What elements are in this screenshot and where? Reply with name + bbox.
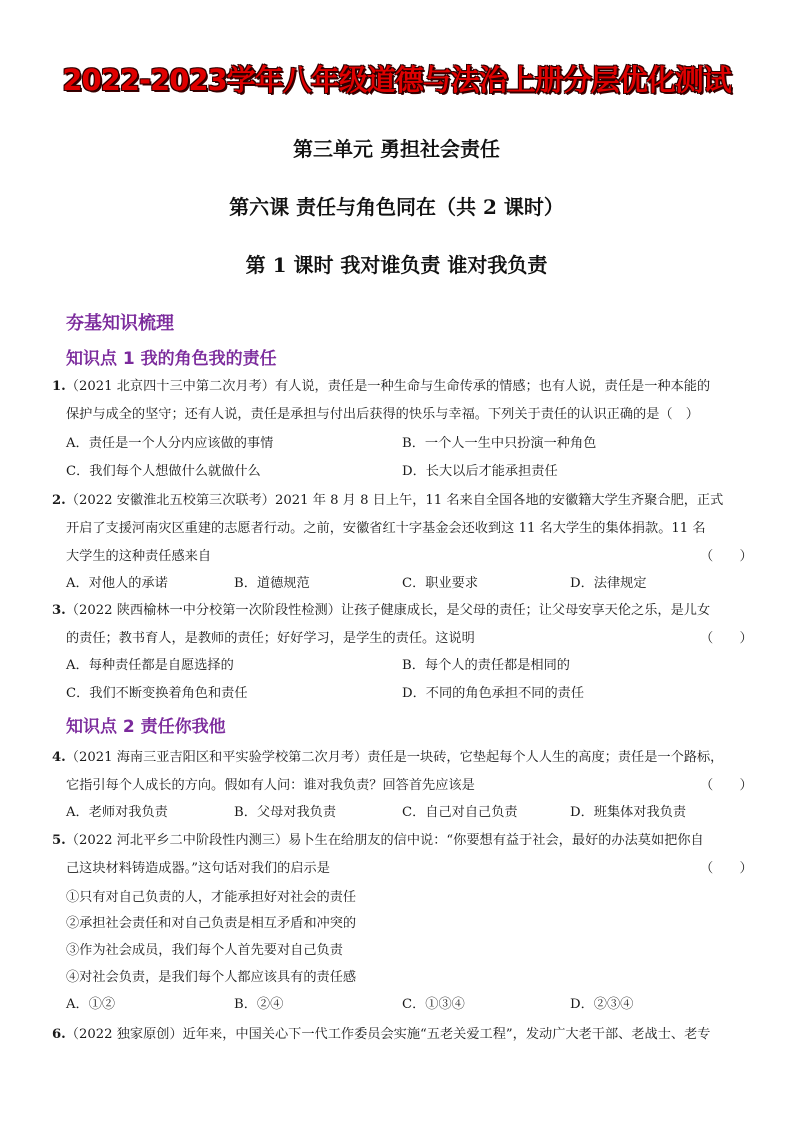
option-a: A．老师对我负责 <box>66 805 168 820</box>
option-b: B．道德规范 <box>234 576 310 591</box>
question-text: 的责任；教书育人，是教师的责任；好好学习，是学生的责任。这说明 <box>66 631 475 646</box>
lesson-title: 第六课 责任与角色同在（共 2 课时） <box>229 195 564 219</box>
question-number: 1. <box>52 379 66 394</box>
unit-title: 第三单元 勇担社会责任 <box>293 137 500 161</box>
option-d: D．法律规定 <box>570 576 647 591</box>
question-text: （2022 陕西榆林一中分校第一次阶段性检测）让孩子健康成长，是父母的责任；让父母安享天伦之乐，是儿女 <box>65 603 711 618</box>
option-a: A．责任是一个人分内应该做的事情 <box>66 436 274 451</box>
question-text: 大学生的这种责任感来自 <box>66 549 212 564</box>
option-c: C．我们不断变换着角色和责任 <box>66 686 248 701</box>
option-a: A．每种责任都是自愿选择的 <box>66 658 234 673</box>
question-text: 它指引每个人成长的方向。假如有人问：谁对我负责？回答首先应该是 <box>66 778 475 793</box>
question-number: 3. <box>52 603 66 618</box>
option-b: B．父母对我负责 <box>234 805 337 820</box>
question-number: 6. <box>52 1027 66 1042</box>
question-text: （2021 海南三亚吉阳区和平实验学校第二次月考）责任是一块砖，它垫起每个人人生的高度；责任是一个路标， <box>65 750 724 765</box>
option-b: B．②④ <box>234 997 284 1012</box>
option-c: C．我们每个人想做什么就做什么 <box>66 464 261 479</box>
section-title: 夯基知识梳理 <box>66 313 174 334</box>
option-a: A．对他人的承诺 <box>66 576 168 591</box>
question-text: 开启了支援河南灾区重建的志愿者行动。之前，安徽省红十字基金会还收到这 11 名大学生的集体捐款。11 名 <box>66 521 706 536</box>
option-d: D．②③④ <box>570 997 634 1012</box>
knowledge-point-1: 知识点 1 我的角色我的责任 <box>66 349 277 369</box>
answer-paren: （ ） <box>700 778 753 793</box>
option-a: A．①② <box>66 997 116 1012</box>
main-title: 2022-2023学年八年级道德与法治上册分层优化测试 <box>62 63 731 97</box>
question-text: （2021 北京四十三中第二次月考）有人说，责任是一种生命与生命传承的情感；也有人说，责任是一种本能的 <box>65 379 711 394</box>
option-d: D．不同的角色承担不同的责任 <box>402 686 585 701</box>
option-d: D．班集体对我负责 <box>570 805 687 820</box>
option-c: C．职业要求 <box>402 576 479 591</box>
statement-4: ④对社会负责，是我们每个人都应该具有的责任感 <box>66 970 357 985</box>
question-number: 4. <box>52 750 66 765</box>
answer-paren: （ ） <box>700 549 753 564</box>
question-number: 5. <box>52 833 66 848</box>
question-text: 保护与成全的坚守；还有人说，责任是承担与付出后获得的快乐与幸福。下列关于责任的认识正确的是（ ） <box>66 407 699 422</box>
question-text: （2022 安徽淮北五校第三次联考）2021 年 8 月 8 日上午，11 名来自全国各地的安徽籍大学生齐聚合肥，正式 <box>65 493 724 508</box>
knowledge-point-2: 知识点 2 责任你我他 <box>66 717 226 737</box>
option-c: C．①③④ <box>402 997 465 1012</box>
option-d: D．长大以后才能承担责任 <box>402 464 558 479</box>
period-title: 第 1 课时 我对谁负责 谁对我负责 <box>245 253 548 277</box>
statement-1: ①只有对自己负责的人，才能承担好对社会的责任 <box>66 890 357 905</box>
option-c: C．自己对自己负责 <box>402 805 518 820</box>
question-text: （2022 独家原创）近年来，中国关心下一代工作委员会实施“五老关爱工程”，发动广大老干部、老战士、老专 <box>65 1027 711 1042</box>
statement-2: ②承担社会责任和对自己负责是相互矛盾和冲突的 <box>66 916 357 931</box>
question-text: （2022 河北平乡二中阶段性内测三）易卜生在给朋友的信中说：“你要想有益于社会，最好的办法莫如把你自 <box>65 833 704 848</box>
option-b: B．每个人的责任都是相同的 <box>402 658 570 673</box>
statement-3: ③作为社会成员，我们每个人首先要对自己负责 <box>66 943 343 958</box>
question-number: 2. <box>52 493 66 508</box>
answer-paren: （ ） <box>700 631 753 646</box>
option-b: B．一个人一生中只扮演一种角色 <box>402 436 597 451</box>
answer-paren: （ ） <box>700 861 753 876</box>
question-text: 己这块材料铸造成器。”这句话对我们的启示是 <box>66 861 330 876</box>
